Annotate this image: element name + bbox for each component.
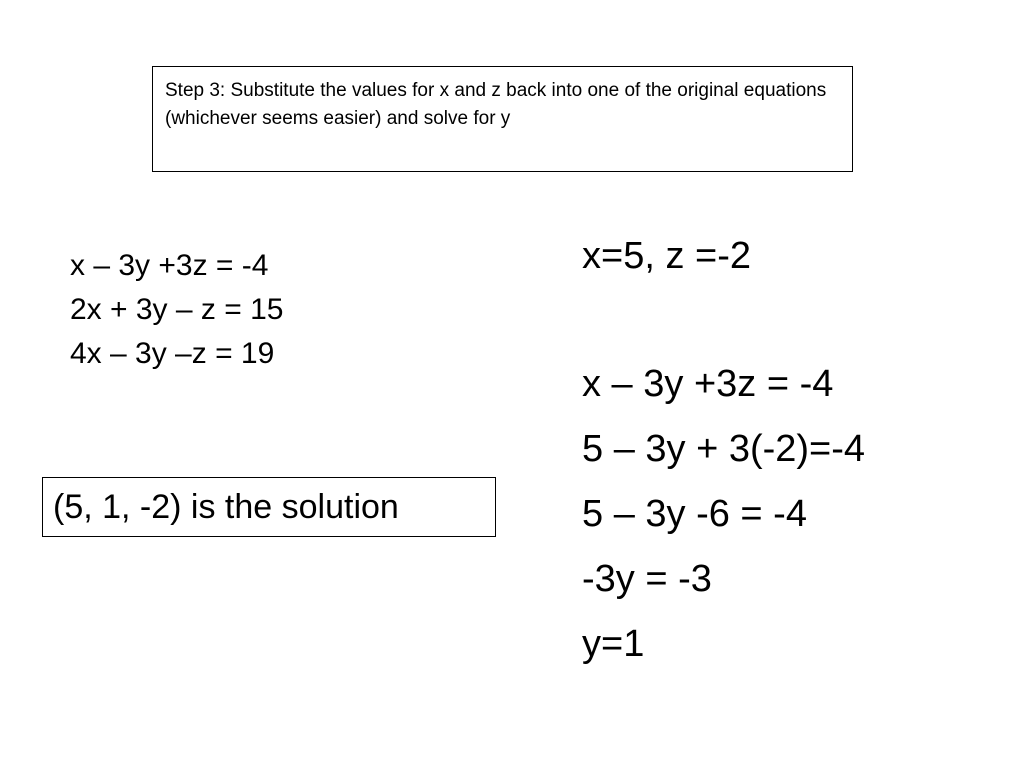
- work-step-3: 5 – 3y -6 = -4: [582, 493, 807, 535]
- work-step-2: 5 – 3y + 3(-2)=-4: [582, 428, 866, 470]
- step-instruction-box: [152, 66, 853, 172]
- system-equation-1: x – 3y +3z = -4: [70, 249, 269, 282]
- solution-box: [42, 477, 496, 537]
- system-equation-2: 2x + 3y – z = 15: [70, 293, 284, 326]
- solution-text: (5, 1, -2) is the solution: [53, 488, 399, 526]
- system-equation-3: 4x – 3y –z = 19: [70, 337, 275, 370]
- equation-system: [70, 244, 283, 376]
- work-step-5: y=1: [582, 623, 645, 665]
- work-step-1: x – 3y +3z = -4: [582, 363, 834, 405]
- known-values: x=5, z =-2: [582, 235, 751, 277]
- step-instruction-text: Step 3: Substitute the values for x and z back into one of the original equations (whichever seems easier) and solve for y: [165, 80, 827, 129]
- substitution-work: [582, 230, 865, 683]
- work-step-4: -3y = -3: [582, 558, 712, 600]
